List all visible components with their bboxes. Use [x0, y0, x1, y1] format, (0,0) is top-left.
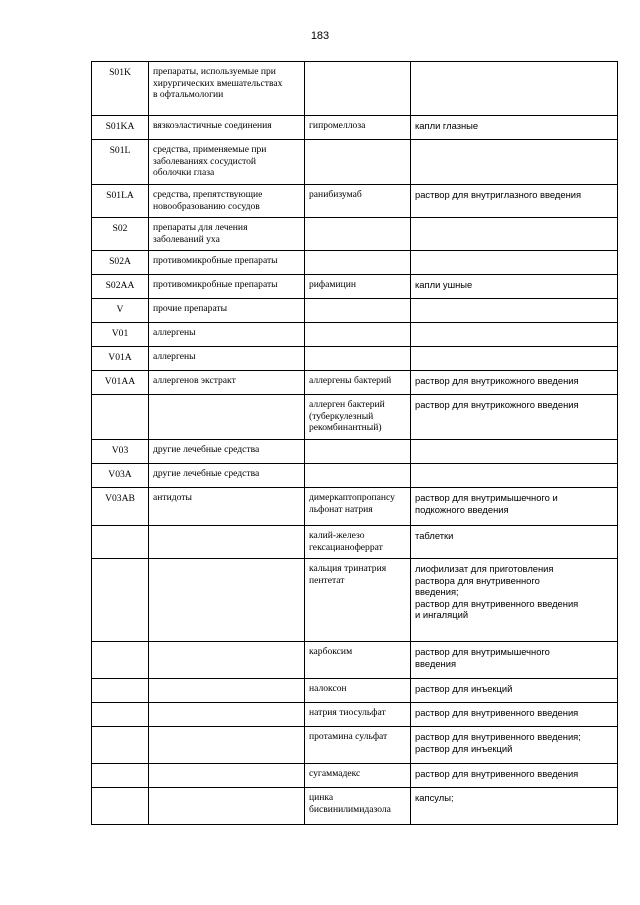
- atc-code-cell: [92, 559, 149, 642]
- atc-code-cell: [92, 395, 149, 440]
- cell-text-line: раствор для внутрикожного введения: [415, 399, 579, 410]
- cell-text-line: хирургических вмешательствах: [153, 77, 283, 89]
- table-row: [92, 140, 618, 185]
- table-row: [92, 62, 618, 116]
- drug-name-cell: [305, 116, 411, 140]
- drug-name-cell: [305, 275, 411, 299]
- dosage-form-cell: [411, 299, 618, 323]
- group-name-cell: [149, 395, 305, 440]
- cell-text-line: препараты для лечения: [153, 222, 248, 233]
- atc-code-cell: V01AA: [92, 371, 149, 395]
- group-name-cell: [149, 464, 305, 488]
- drug-name-cell: [305, 559, 411, 642]
- table-row: [92, 788, 618, 825]
- atc-code-cell: [92, 526, 149, 559]
- cell-text-line: введения;: [415, 586, 459, 597]
- drug-name-cell: [305, 347, 411, 371]
- cell-text-line: в офтальмологии: [153, 89, 224, 100]
- cell-text-line: раствор для внутримышечного и: [415, 492, 558, 503]
- atc-code-cell: [92, 703, 149, 727]
- group-name-cell: [149, 323, 305, 347]
- cell-text-line: (туберкулезный: [309, 410, 374, 422]
- table-row: [92, 323, 618, 347]
- drug-name-cell: [305, 703, 411, 727]
- group-name-cell: [149, 251, 305, 275]
- group-name-cell: [149, 526, 305, 559]
- table-row: [92, 116, 618, 140]
- cell-text-line: раствор для инъекций: [415, 742, 513, 754]
- dosage-form-cell: [411, 559, 618, 642]
- table-row: [92, 464, 618, 488]
- atc-code-cell: S02: [92, 218, 149, 251]
- atc-code-cell: [92, 727, 149, 764]
- dosage-form-cell: [411, 251, 618, 275]
- drug-name-cell: [305, 526, 411, 559]
- cell-text-line: аллергены бактерий: [309, 375, 392, 386]
- cell-text-line: раствора для внутривенного: [415, 574, 540, 586]
- dosage-form-cell: [411, 116, 618, 140]
- cell-text-line: противомикробные препараты: [153, 255, 278, 266]
- atc-code-cell: S01LA: [92, 185, 149, 218]
- dosage-form-cell: [411, 395, 618, 440]
- cell-text-line: противомикробные препараты: [153, 279, 278, 290]
- cell-text-line: раствор для внутрикожного введения: [415, 375, 579, 386]
- cell-text-line: аллергены: [153, 327, 196, 338]
- dosage-form-cell: [411, 764, 618, 788]
- drug-name-cell: [305, 679, 411, 703]
- cell-text-line: димеркаптопропансу: [309, 492, 395, 503]
- dosage-form-cell: [411, 526, 618, 559]
- cell-text-line: другие лечебные средства: [153, 468, 260, 479]
- cell-text-line: кальция тринатрия: [309, 563, 387, 574]
- drug-name-cell: [305, 642, 411, 679]
- drug-name-cell: [305, 185, 411, 218]
- atc-code-cell: S01KA: [92, 116, 149, 140]
- group-name-cell: [149, 679, 305, 703]
- cell-text-line: лиофилизат для приготовления: [415, 563, 554, 574]
- cell-text-line: капсулы;: [415, 792, 454, 803]
- cell-text-line: капли ушные: [415, 279, 473, 290]
- cell-text-line: раствор для внутриглазного введения: [415, 189, 582, 200]
- drug-name-cell: [305, 764, 411, 788]
- cell-text-line: препараты, используемые при: [153, 66, 276, 77]
- atc-code-cell: [92, 788, 149, 825]
- cell-text-line: сугаммадекс: [309, 768, 361, 779]
- atc-code-cell: [92, 679, 149, 703]
- drug-name-cell: [305, 251, 411, 275]
- dosage-form-cell: [411, 679, 618, 703]
- dosage-form-cell: [411, 464, 618, 488]
- atc-code-cell: V01A: [92, 347, 149, 371]
- atc-code-cell: V03: [92, 440, 149, 464]
- table-row: [92, 559, 618, 642]
- cell-text-line: гипромеллоза: [309, 120, 366, 131]
- dosage-form-cell: [411, 218, 618, 251]
- page-number: 183: [310, 30, 330, 42]
- dosage-form-cell: [411, 185, 618, 218]
- dosage-form-cell: [411, 642, 618, 679]
- drug-name-cell: [305, 140, 411, 185]
- cell-text-line: калий-железо: [309, 530, 365, 541]
- table-row: [92, 526, 618, 559]
- cell-text-line: средства, применяемые при: [153, 144, 267, 155]
- cell-text-line: раствор для внутривенного введения;: [415, 731, 581, 742]
- cell-text-line: подкожного введения: [415, 503, 509, 515]
- cell-text-line: антидоты: [153, 492, 192, 503]
- atc-code-cell: S02AA: [92, 275, 149, 299]
- cell-text-line: таблетки: [415, 530, 454, 541]
- cell-text-line: раствор для внутривенного введения: [415, 707, 579, 718]
- table-row: [92, 642, 618, 679]
- drug-name-cell: [305, 440, 411, 464]
- atc-code-cell: [92, 764, 149, 788]
- group-name-cell: [149, 764, 305, 788]
- drug-name-cell: [305, 299, 411, 323]
- table-row: [92, 440, 618, 464]
- cell-text-line: аллергенов экстракт: [153, 375, 236, 386]
- cell-text-line: введения: [415, 657, 457, 669]
- drug-name-cell: [305, 218, 411, 251]
- cell-text-line: раствор для внутримышечного: [415, 646, 550, 657]
- cell-text-line: капли глазные: [415, 120, 479, 131]
- dosage-form-cell: [411, 703, 618, 727]
- table-row: [92, 347, 618, 371]
- drug-name-cell: [305, 395, 411, 440]
- cell-text-line: средства, препятствующие: [153, 189, 263, 200]
- table-row: [92, 703, 618, 727]
- group-name-cell: [149, 703, 305, 727]
- atc-code-cell: [92, 642, 149, 679]
- cell-text-line: налоксон: [309, 683, 347, 694]
- atc-code-cell: S01L: [92, 140, 149, 185]
- atc-code-cell: V01: [92, 323, 149, 347]
- group-name-cell: [149, 788, 305, 825]
- group-name-cell: [149, 488, 305, 526]
- drug-name-cell: [305, 323, 411, 347]
- atc-code-cell: V03AB: [92, 488, 149, 526]
- dosage-form-cell: [411, 440, 618, 464]
- table-row: [92, 371, 618, 395]
- table-row: [92, 764, 618, 788]
- cell-text-line: вязкоэластичные соединения: [153, 120, 272, 131]
- dosage-form-cell: [411, 275, 618, 299]
- medication-table: [91, 61, 618, 825]
- drug-name-cell: [305, 727, 411, 764]
- dosage-form-cell: [411, 788, 618, 825]
- group-name-cell: [149, 185, 305, 218]
- group-name-cell: [149, 440, 305, 464]
- dosage-form-cell: [411, 62, 618, 116]
- group-name-cell: [149, 62, 305, 116]
- group-name-cell: [149, 116, 305, 140]
- cell-text-line: льфонат натрия: [309, 503, 373, 515]
- drug-name-cell: [305, 788, 411, 825]
- cell-text-line: заболеваний уха: [153, 233, 220, 245]
- drug-name-cell: [305, 464, 411, 488]
- medication-table-body: [92, 62, 618, 825]
- drug-name-cell: [305, 488, 411, 526]
- cell-text-line: аллергены: [153, 351, 196, 362]
- atc-code-cell: S01K: [92, 62, 149, 116]
- group-name-cell: [149, 218, 305, 251]
- drug-name-cell: [305, 62, 411, 116]
- group-name-cell: [149, 299, 305, 323]
- group-name-cell: [149, 559, 305, 642]
- cell-text-line: натрия тиосульфат: [309, 707, 386, 718]
- dosage-form-cell: [411, 488, 618, 526]
- table-row: [92, 395, 618, 440]
- atc-code-cell: V03A: [92, 464, 149, 488]
- cell-text-line: новообразованию сосудов: [153, 200, 260, 212]
- cell-text-line: заболеваниях сосудистой: [153, 155, 257, 167]
- cell-text-line: ранибизумаб: [309, 189, 362, 200]
- table-row: [92, 679, 618, 703]
- dosage-form-cell: [411, 727, 618, 764]
- cell-text-line: прочие препараты: [153, 303, 228, 314]
- table-row: [92, 251, 618, 275]
- dosage-form-cell: [411, 140, 618, 185]
- drug-name-cell: [305, 371, 411, 395]
- group-name-cell: [149, 275, 305, 299]
- cell-text-line: карбоксим: [309, 646, 353, 657]
- group-name-cell: [149, 347, 305, 371]
- cell-text-line: пентетат: [309, 574, 345, 586]
- cell-text-line: другие лечебные средства: [153, 444, 260, 455]
- table-row: [92, 488, 618, 526]
- group-name-cell: [149, 371, 305, 395]
- table-row: [92, 185, 618, 218]
- atc-code-cell: S02A: [92, 251, 149, 275]
- group-name-cell: [149, 727, 305, 764]
- cell-text-line: рифамицин: [309, 279, 357, 290]
- dosage-form-cell: [411, 347, 618, 371]
- table-row: [92, 727, 618, 764]
- cell-text-line: раствор для внутривенного введения: [415, 597, 579, 609]
- cell-text-line: гексацианоферрат: [309, 541, 383, 553]
- group-name-cell: [149, 140, 305, 185]
- cell-text-line: раствор для инъекций: [415, 683, 513, 694]
- cell-text-line: цинка: [309, 792, 334, 803]
- cell-text-line: и ингаляций: [415, 609, 469, 620]
- cell-text-line: раствор для внутривенного введения: [415, 768, 579, 779]
- cell-text-line: рекомбинантный): [309, 422, 382, 433]
- group-name-cell: [149, 642, 305, 679]
- table-row: [92, 299, 618, 323]
- dosage-form-cell: [411, 323, 618, 347]
- cell-text-line: оболочки глаза: [153, 167, 215, 178]
- dosage-form-cell: [411, 371, 618, 395]
- cell-text-line: аллерген бактерий: [309, 399, 385, 410]
- atc-code-cell: V: [92, 299, 149, 323]
- table-row: [92, 218, 618, 251]
- cell-text-line: протамина сульфат: [309, 731, 388, 742]
- cell-text-line: бисвинилимидазола: [309, 803, 391, 815]
- table-row: [92, 275, 618, 299]
